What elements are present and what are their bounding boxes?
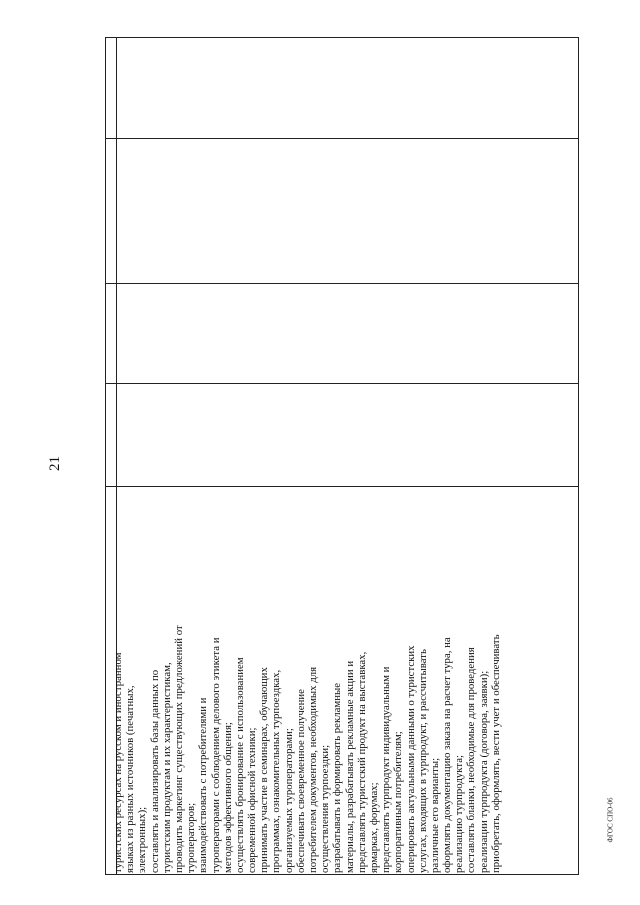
text-line: организуемых туроператорами; [282,728,295,873]
table-divider [106,486,578,487]
text-line: осуществлять бронирование с использованием [233,657,246,873]
text-line: материалы, разрабатывать рекламные акции и [343,660,356,873]
table-divider [106,383,578,384]
text-line: составлять и анализировать базы данных по [148,669,161,873]
text-line: представлять туристский продукт на выставках, [355,651,368,873]
text-line: проводить маркетинг существующих предложений от [172,625,185,873]
text-line: взаимодействовать с потребителями и [197,697,210,873]
text-line: современной офисной техники; [246,727,259,873]
text-line: услугах, входящих в турпродукт, и рассчитывать [416,649,429,873]
text-line: туроператоров; [185,802,198,873]
text-line: разрабатывать и формировать рекламные [331,682,344,873]
table-divider [106,283,578,284]
text-line: обеспечивать своевременное получение [294,689,307,873]
text-line: приобретать, оформлять, вести учет и обеспечивать [489,634,502,873]
text-line: принимать участие в семинарах, обучающих [258,667,271,873]
text-line: туроператорами с соблюдением делового этикета и [209,637,222,873]
text-line: реализации турпродукта (договора, заявки); [477,670,490,873]
text-line: методов эффективного общения; [221,722,234,873]
text-line: корпоративным потребителям; [392,731,405,873]
text-line: ярмарках, форумах; [367,782,380,873]
text-line: языках из разных источников (печатных, [124,685,137,873]
text-line: осуществления турпоездки; [319,744,332,873]
text-line: различные его варианты; [428,757,441,873]
text-line: представлять турпродукт индивидуальным и [380,666,393,873]
table-divider [106,138,578,139]
text-line: составлять бланки, необходимые для проведения [465,647,478,873]
page-number: 21 [47,456,63,471]
text-line: программах, ознакомительных турпоездках, [270,669,283,873]
text-line: оформлять документацию заказа на расчет тура, на [441,637,454,873]
text-line: туристским продуктам и их характеристикам, [160,662,173,873]
text-line: оперировать актуальными данными о туристских [404,645,417,873]
competency-text-cell [112,489,578,873]
text-line: реализацию турпродукта; [453,754,466,873]
text-line: потребителем документов, необходимых для [307,666,319,873]
text-line: электронных); [136,806,149,873]
text-line: туристских ресурсах на русском и иностранном [112,652,124,873]
footer-code: ФГОС СПО-06 [606,797,615,843]
